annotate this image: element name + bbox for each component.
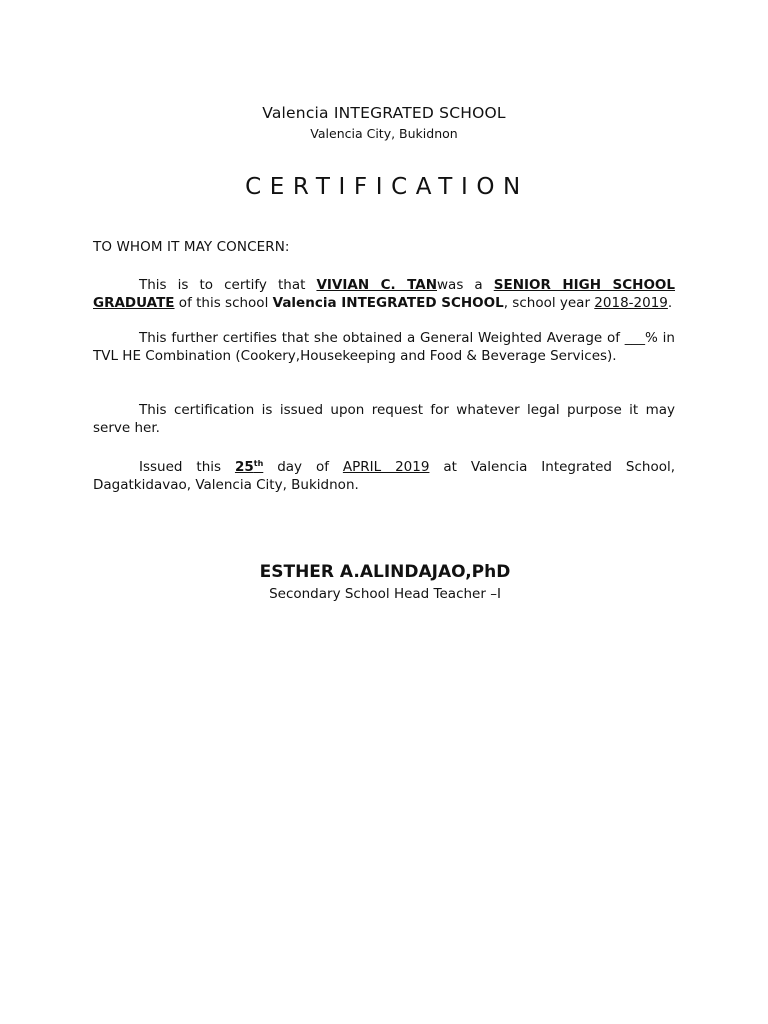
graduate-status: SENIOR HIGH SCHOOL GRADUATE xyxy=(93,277,676,311)
p2-text-2: in TVL HE Combination (Cookery,Housekeeping and Food & Beverage Services). xyxy=(93,330,675,364)
school-name: Valencia INTEGRATED SCHOOL xyxy=(262,104,506,122)
issue-month-year: APRIL 2019 xyxy=(342,459,430,475)
p4-text-3: at Valencia Integrated School, Dagatkidavao, Valencia City, Bukidnon. xyxy=(93,459,675,493)
p4-text-2: day of xyxy=(263,459,343,475)
p1-text-4: , school year xyxy=(503,295,595,311)
p2-text-1: This further certifies that she obtained a General Weighted Average of xyxy=(139,330,625,346)
gwa-blank: ___% xyxy=(624,330,658,346)
school-reference: Valencia INTEGRATED SCHOOL xyxy=(272,295,504,311)
p1-text-5: . xyxy=(667,295,673,311)
issue-day-suffix: th xyxy=(253,459,264,468)
school-address: Valencia City, Bukidnon xyxy=(310,126,458,141)
issue-day xyxy=(235,459,263,475)
issue-day-number: 25 xyxy=(234,459,254,475)
p1-text-2: was a xyxy=(437,277,494,293)
document-title: CERTIFICATION xyxy=(245,174,529,200)
signatory-position: Secondary School Head Teacher –I xyxy=(269,586,501,602)
salutation: TO WHOM IT MAY CONCERN: xyxy=(93,239,290,255)
student-name: VIVIAN C. TAN xyxy=(316,277,438,293)
p3-text: This certification is issued upon request for whatever legal purpose it may serve her. xyxy=(93,402,675,436)
school-year: 2018-2019 xyxy=(594,295,668,311)
p4-text-1: Issued this xyxy=(139,459,235,475)
paragraph-certify-graduate xyxy=(93,276,675,312)
paragraph-purpose xyxy=(93,401,675,437)
paragraph-issued xyxy=(93,455,675,494)
p1-text-3: of this school xyxy=(174,295,273,311)
signatory-name: ESTHER A.ALINDAJAO,PhD xyxy=(259,562,511,582)
p1-text-1: This is to certify that xyxy=(139,277,317,293)
paragraph-gwa xyxy=(93,329,675,365)
